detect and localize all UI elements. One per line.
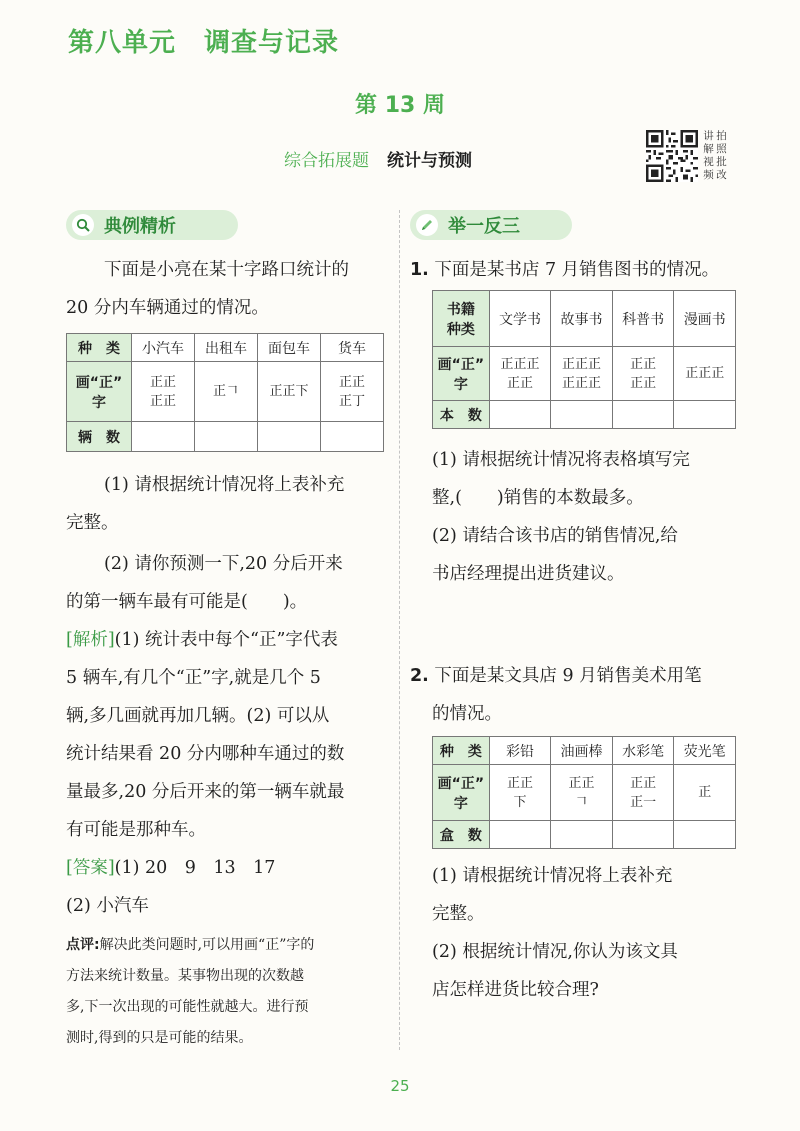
answer-cell[interactable] bbox=[612, 821, 674, 849]
table-row-label: 盒 数 bbox=[433, 821, 490, 849]
table-row-label: 种 类 bbox=[433, 737, 490, 765]
problem2-q2-line2: 店怎样进货比较合理? bbox=[432, 980, 599, 1000]
table-row-label: 画“正” 字 bbox=[433, 347, 490, 401]
table-header-cell: 故事书 bbox=[551, 291, 613, 347]
tally-cell: 正𠃍 bbox=[195, 362, 258, 422]
table-row-label: 辆 数 bbox=[67, 422, 132, 452]
table-header-cell: 出租车 bbox=[195, 334, 258, 362]
table-header-cell: 油画棒 bbox=[551, 737, 613, 765]
topic-title: 统计与预测 bbox=[387, 151, 472, 171]
problem2-q2-line1: (2) 根据统计情况,你认为该文具 bbox=[432, 942, 678, 962]
note-line: 测时,得到的只是可能的结果。 bbox=[66, 1030, 253, 1046]
table-header-cell: 面包车 bbox=[258, 334, 321, 362]
problem1-q1-line2: 整,( )销售的本数最多。 bbox=[432, 488, 644, 508]
analysis-line: 量最多,20 分后开来的第一辆车就最 bbox=[66, 782, 345, 802]
example-section-title: 典例精析 bbox=[104, 216, 176, 237]
problem2-line2: 的情况。 bbox=[432, 704, 502, 724]
example-q2-line1: (2) 请你预测一下,20 分后开来 bbox=[104, 554, 343, 574]
example-q1-line2: 完整。 bbox=[66, 513, 119, 533]
note-line: 方法来统计数量。某事物出现的次数越 bbox=[66, 968, 304, 984]
answer-cell[interactable] bbox=[551, 821, 613, 849]
table-header-cell: 小汽车 bbox=[132, 334, 195, 362]
table-row-label: 画“正” 字 bbox=[433, 765, 490, 821]
unit-topic: 调查与记录 bbox=[204, 28, 340, 58]
answer-cell[interactable] bbox=[674, 821, 736, 849]
tally-cell: 正正下 bbox=[258, 362, 321, 422]
magnifier-icon bbox=[72, 214, 94, 236]
tally-cell: 正正 正一 bbox=[612, 765, 674, 821]
analysis-line: [解析](1) 统计表中每个“正”字代表 bbox=[66, 630, 338, 650]
problem1-q1-line1: (1) 请根据统计情况将表格填写完 bbox=[432, 450, 690, 470]
problem1-q2-line2: 书店经理提出进货建议。 bbox=[432, 564, 625, 584]
analysis-tag: [解析] bbox=[66, 630, 115, 650]
analysis-line: 有可能是那种车。 bbox=[66, 820, 206, 840]
example-intro-line1: 下面是小亮在某十字路口统计的 bbox=[104, 260, 349, 280]
tally-cell: 正 bbox=[674, 765, 736, 821]
problem1-q2-line1: (2) 请结合该书店的销售情况,给 bbox=[432, 526, 678, 546]
tally-cell: 正正 正正 bbox=[612, 347, 674, 401]
answer-cell[interactable] bbox=[321, 422, 384, 452]
table-header-cell: 水彩笔 bbox=[612, 737, 674, 765]
answer-cell[interactable] bbox=[258, 422, 321, 452]
qr-caption: 讲 拍 解 照 视 批 频 改 bbox=[703, 130, 727, 181]
table-header-cell: 漫画书 bbox=[674, 291, 736, 347]
sub-title bbox=[284, 146, 472, 171]
example-q1-line1: (1) 请根据统计情况将上表补充 bbox=[104, 475, 345, 495]
analysis-line: 辆,多几画就再加几辆。(2) 可以从 bbox=[66, 706, 330, 726]
answer-line: [答案](1) 20 9 13 17 bbox=[66, 858, 276, 878]
problem1-line1: 1. 下面是某书店 7 月销售图书的情况。 bbox=[410, 260, 720, 280]
unit-title bbox=[68, 22, 367, 59]
answer-line: (2) 小汽车 bbox=[66, 896, 149, 916]
problem2-q1-line1: (1) 请根据统计情况将上表补充 bbox=[432, 866, 673, 886]
note-block bbox=[66, 930, 386, 1054]
table-header-cell: 科普书 bbox=[612, 291, 674, 347]
page-number: 25 bbox=[390, 1077, 410, 1095]
practice-section-header bbox=[410, 210, 572, 240]
table-header-cell: 货车 bbox=[321, 334, 384, 362]
table-row-label: 本 数 bbox=[433, 401, 490, 429]
analysis-line: 统计结果看 20 分内哪种车通过的数 bbox=[66, 744, 345, 764]
answer-cell[interactable] bbox=[489, 401, 551, 429]
note-label: 点评: bbox=[66, 937, 100, 953]
bookstore-table bbox=[432, 290, 736, 429]
column-divider bbox=[399, 210, 400, 1050]
pencil-icon bbox=[416, 214, 438, 236]
note-line: 点评:解决此类问题时,可以用画“正”字的 bbox=[66, 937, 315, 953]
tally-cell: 正正 下 bbox=[489, 765, 551, 821]
traffic-table bbox=[66, 333, 384, 452]
table-row-label: 种 类 bbox=[67, 334, 132, 362]
note-line: 多,下一次出现的可能性就越大。进行预 bbox=[66, 999, 309, 1015]
tally-cell: 正正 𠃍 bbox=[551, 765, 613, 821]
answer-cell[interactable] bbox=[195, 422, 258, 452]
problem2-line1: 2. 下面是某文具店 9 月销售美术用笔 bbox=[410, 666, 702, 686]
answer-cell[interactable] bbox=[132, 422, 195, 452]
qr-code-icon[interactable] bbox=[646, 130, 698, 182]
category-tag: 综合拓展题 bbox=[284, 151, 369, 171]
example-q2-line2: 的第一辆车最有可能是( )。 bbox=[66, 592, 308, 612]
table-header-cell: 彩铅 bbox=[489, 737, 551, 765]
answer-cell[interactable] bbox=[551, 401, 613, 429]
tally-cell: 正正正 正正正 bbox=[551, 347, 613, 401]
answer-cell[interactable] bbox=[489, 821, 551, 849]
tally-cell: 正正 正丁 bbox=[321, 362, 384, 422]
analysis-line: 5 辆车,有几个“正”字,就是几个 5 bbox=[66, 668, 321, 688]
table-header-cell: 荧光笔 bbox=[674, 737, 736, 765]
table-corner-cell: 书籍 种类 bbox=[433, 291, 490, 347]
unit-label: 第八单元 bbox=[68, 28, 177, 58]
answer-cell[interactable] bbox=[612, 401, 674, 429]
problem2-q1-line2: 完整。 bbox=[432, 904, 485, 924]
tally-cell: 正正正 正正 bbox=[489, 347, 551, 401]
problem2-number: 2. bbox=[410, 666, 429, 686]
answer-cell[interactable] bbox=[674, 401, 736, 429]
stationery-table bbox=[432, 736, 736, 849]
problem1-number: 1. bbox=[410, 260, 429, 280]
answer-tag: [答案] bbox=[66, 858, 115, 878]
table-row-label: 画“正” 字 bbox=[67, 362, 132, 422]
table-header-cell: 文学书 bbox=[489, 291, 551, 347]
week-title: 第 13 周 bbox=[355, 93, 445, 118]
example-section-header bbox=[66, 210, 238, 240]
tally-cell: 正正正 bbox=[674, 347, 736, 401]
example-intro-line2: 20 分内车辆通过的情况。 bbox=[66, 298, 269, 318]
tally-cell: 正正 正正 bbox=[132, 362, 195, 422]
practice-section-title: 举一反三 bbox=[448, 216, 520, 237]
